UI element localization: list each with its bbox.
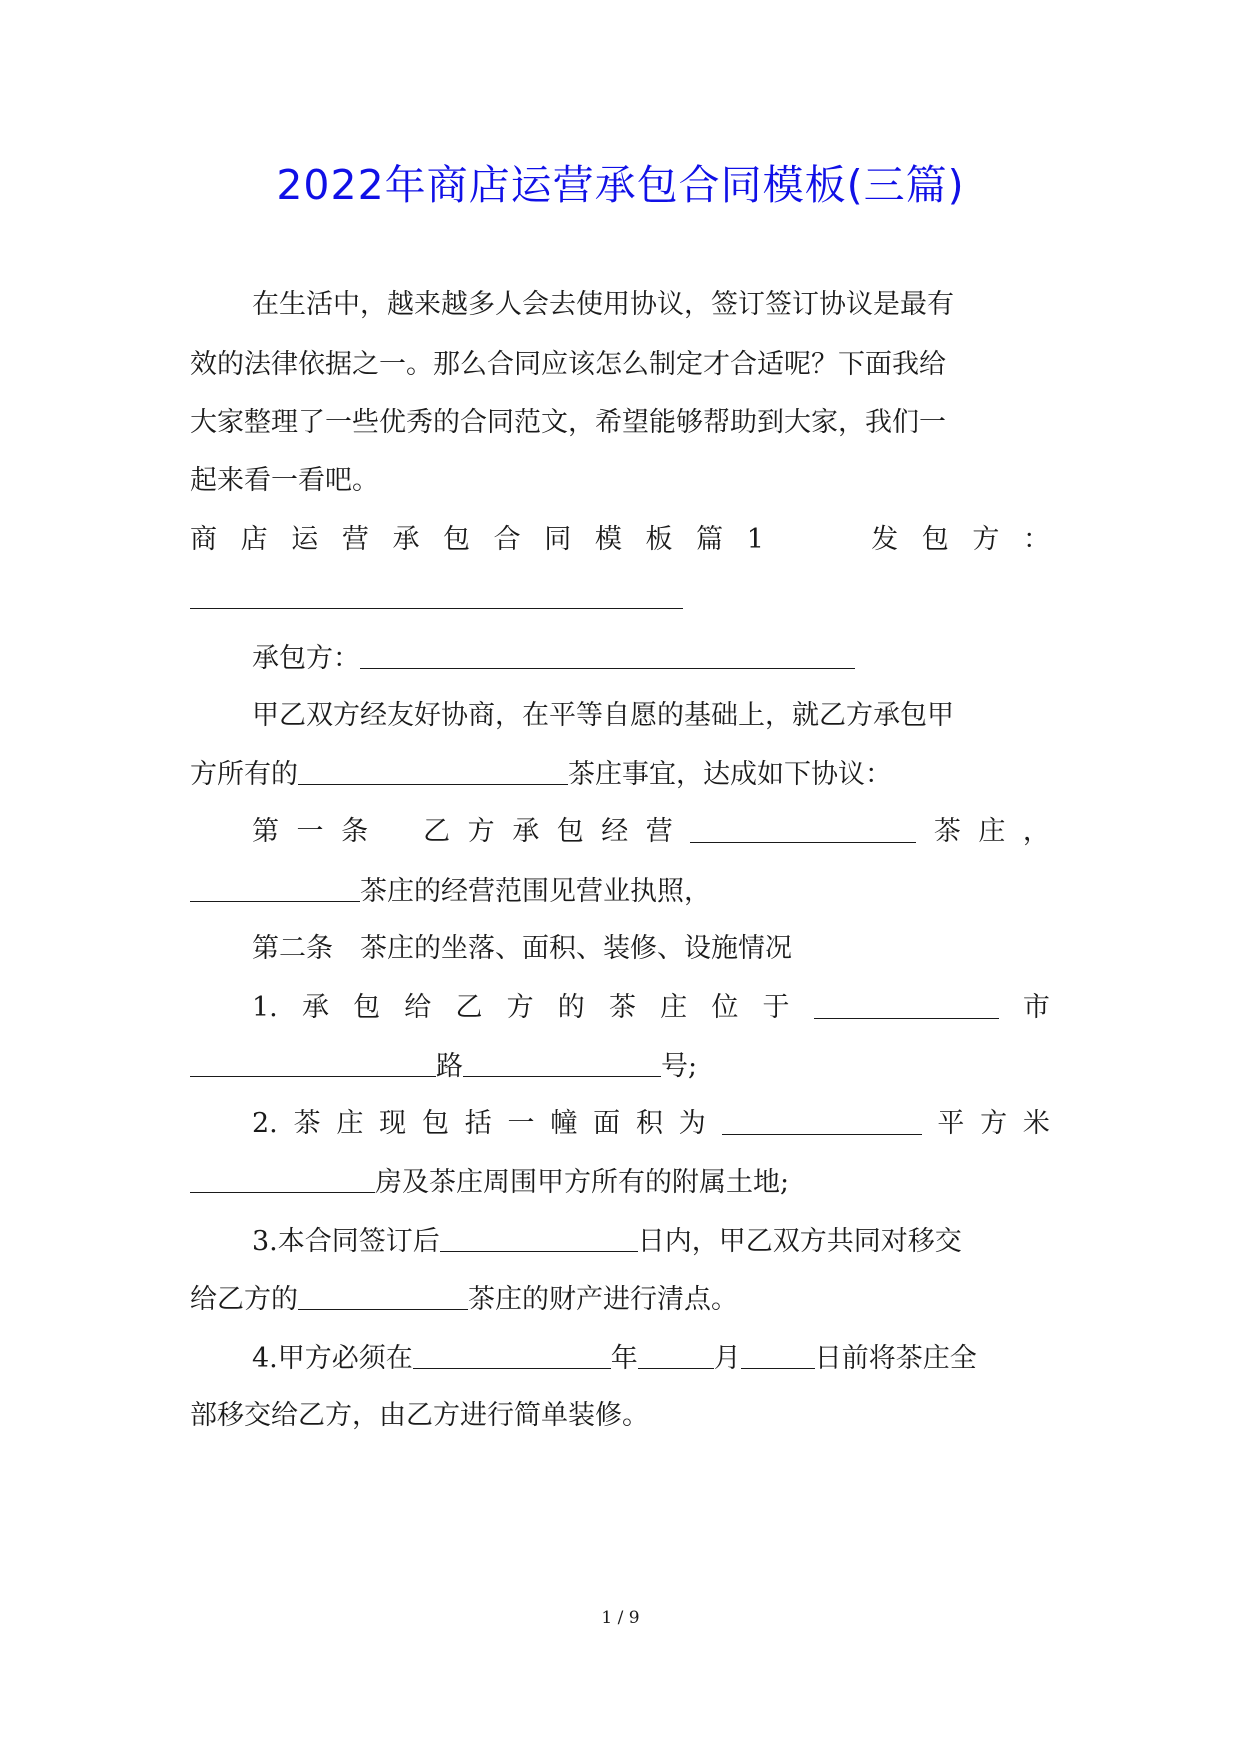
day-blank (741, 1340, 815, 1369)
party-a-blank-line (190, 580, 1050, 616)
intro-line-1: 在生活中，越来越多人会去使用协议，签订签订协议是最有 (252, 289, 954, 320)
intro-line-2: 效的法律依据之一。那么合同应该怎么制定才合适呢？下面我给 (190, 349, 946, 380)
item-3-line-1: 3.本合同签订后 日内，甲乙双方共同对移交 (252, 1223, 1050, 1259)
days-blank (440, 1223, 638, 1252)
article-1-blank-2 (190, 873, 360, 902)
article-1-line-2: 茶庄的经营范围见营业执照， (190, 873, 1050, 909)
item-1-line-1: 1. 承 包 给 乙 方 的 茶 庄 位 于 市 (252, 992, 1050, 1023)
item-3-tea-house-blank (298, 1281, 468, 1310)
building-blank (190, 1164, 375, 1193)
document-title: 2022年商店运营承包合同模板(三篇) (276, 161, 965, 209)
month-blank (638, 1340, 714, 1369)
road-blank (190, 1048, 436, 1077)
item-2-line-1: 2. 茶 庄 现 包 括 一 幢 面 积 为 平 方 米 (252, 1108, 1050, 1139)
item-4-line-2: 部移交给乙方，由乙方进行简单装修。 (190, 1400, 649, 1431)
party-b-blank (360, 640, 855, 669)
tea-house-name-blank (298, 756, 568, 785)
item-1-line-2: 路 号; (190, 1048, 1050, 1084)
contract-heading: 商 店 运 营 承 包 合 同 模 板 篇 1 发 包 方 ： (190, 522, 1050, 558)
intro-line-4: 起来看一看吧。 (190, 465, 379, 496)
item-4-line-1: 4.甲方必须在 年 月 日前将茶庄全 (252, 1340, 1050, 1376)
year-blank (413, 1340, 611, 1369)
article-2-heading: 第二条 茶庄的坐落、面积、装修、设施情况 (252, 933, 792, 964)
page-number: 1 / 9 (601, 1608, 640, 1628)
party-a-label: 发 (871, 524, 899, 555)
article-1-line-1: 第 一 条 乙 方 承 包 经 营 茶 庄 ， (252, 816, 1050, 847)
item-2-line-2: 房及茶庄周围甲方所有的附属土地; (190, 1164, 1050, 1200)
number-blank (463, 1048, 661, 1077)
item-3-line-2: 给乙方的 茶庄的财产进行清点。 (190, 1281, 1050, 1317)
intro-line-3: 大家整理了一些优秀的合同范文，希望能够帮助到大家，我们一 (190, 407, 946, 438)
city-blank (814, 990, 999, 1019)
para1-line-2: 方所有的 茶庄事宜，达成如下协议： (190, 756, 1050, 792)
area-blank (722, 1106, 922, 1135)
party-b-line: 承包方： (252, 640, 1050, 676)
para1-line-1: 甲乙双方经友好协商，在平等自愿的基础上，就乙方承包甲 (252, 700, 954, 731)
article-1-blank-1 (690, 814, 916, 843)
party-a-blank (190, 580, 683, 609)
